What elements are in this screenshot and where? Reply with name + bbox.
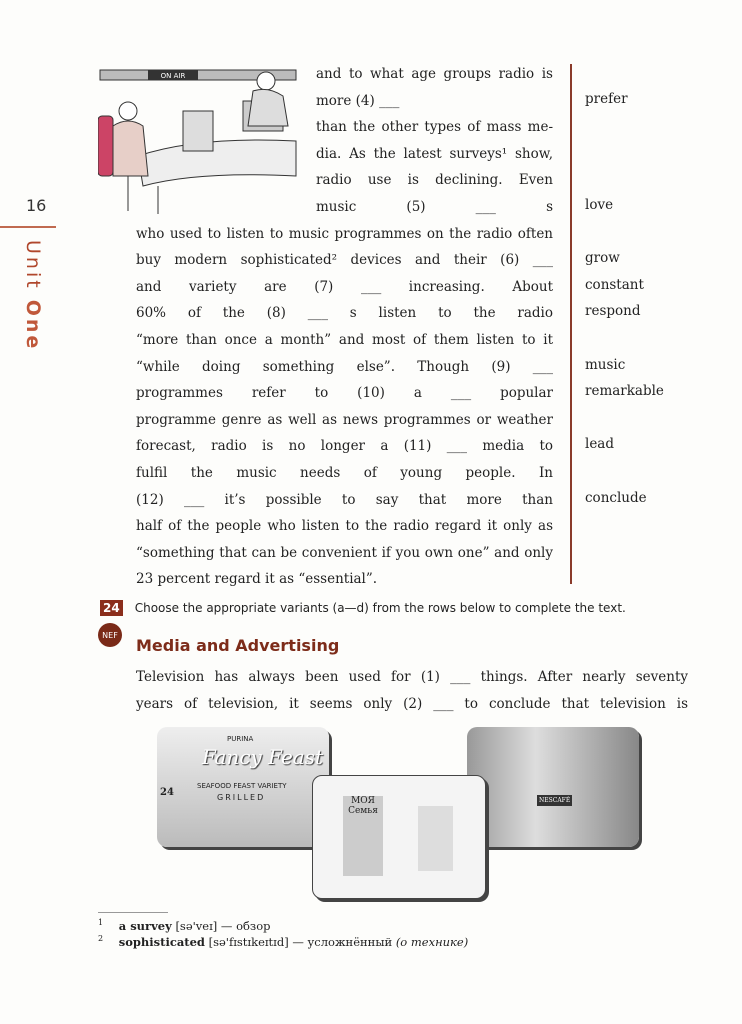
passage-line: than the other types of mass me-: [316, 119, 553, 136]
passage-line: music (5) ___ s: [316, 199, 553, 215]
task-number: 24: [100, 600, 123, 616]
word-bank-item: grow: [585, 250, 620, 267]
word-bank-item: respond: [585, 303, 641, 320]
page-number-rule: [0, 226, 56, 228]
footnote-ipa: [sə'veɪ]: [175, 918, 218, 933]
passage-line: forecast, radio is no longer a (11) ___ media to: [136, 438, 553, 455]
footnote-translation: — обзор: [220, 918, 271, 933]
passage-line: and to what age groups radio is: [316, 66, 553, 82]
passage-line: buy modern sophisticated² devices and their (6) ___: [136, 252, 553, 269]
footnote-term: sophisticated: [118, 934, 205, 949]
unit-label: [22, 240, 44, 351]
ad-sub: SEAFOOD FEAST VARIETY: [197, 782, 287, 790]
section-line: years of television, it seems only (2) ___ to conclude that television is: [136, 695, 688, 712]
unit-name: One: [22, 299, 44, 352]
juice-ad-photo: [312, 775, 486, 899]
passage-line: “more than once a month” and most of them listen to it: [136, 332, 553, 348]
footnote-number: 1: [98, 918, 104, 927]
passage-line: 23 percent regard it as “essential”.: [136, 571, 378, 588]
footnote-number: 2: [98, 934, 104, 943]
footnote-separator: [98, 912, 168, 913]
word-bank-item: lead: [585, 436, 614, 453]
unit-word: Unit: [22, 240, 44, 291]
radio-studio-illustration: [98, 66, 298, 216]
word-bank-item: remarkable: [585, 383, 664, 400]
passage-line: “something that can be convenient if you own one” and only: [136, 544, 553, 561]
footnote-translation: — усложнённый: [292, 934, 393, 949]
passage-line: dia. As the latest surveys¹ show,: [316, 145, 553, 162]
word-bank-item: prefer: [585, 90, 628, 107]
footnote: [98, 934, 468, 949]
on-air-sign: ON AIR: [160, 72, 186, 80]
task-24: [100, 600, 626, 616]
cat-food-ad-photo: [157, 727, 329, 847]
passage-line: and variety are (7) ___ increasing. About: [136, 278, 553, 295]
ad-count: 24: [160, 787, 174, 798]
word-bank-item: conclude: [585, 489, 647, 506]
page-number: 16: [26, 196, 47, 215]
ad-coffee-label: NESCAFÉ: [539, 797, 571, 804]
ad-cat-food-title: Fancy Feast: [202, 745, 324, 769]
passage-line: fulfil the music needs of young people. In: [136, 465, 553, 481]
passage-line: who used to listen to music programmes on the radio often: [136, 225, 553, 242]
coffee-ad-photo: [467, 727, 639, 847]
passage-line: programme genre as well as news programmes or weather: [136, 411, 553, 428]
section-line: Television has always been used for (1) ___ things. After nearly seventy: [136, 669, 688, 685]
passage-line: “while doing something else”. Though (9) ___: [136, 358, 553, 375]
column-divider: [570, 64, 572, 584]
ad-juice-label: МОЯ Семья: [343, 796, 383, 876]
passage-line: 60% of the (8) ___ s listen to the radio: [136, 305, 553, 322]
footnote-note: (о технике): [395, 934, 469, 949]
word-bank-item: music: [585, 356, 626, 373]
passage-line: programmes refer to (10) a ___ popular: [136, 385, 553, 402]
nef-badge-icon: NEF: [98, 623, 122, 647]
footnote-ipa: [sə'fɪstɪkeɪtɪd]: [208, 934, 289, 949]
ad-brand: PURINA: [227, 735, 254, 743]
passage-line: (12) ___ it’s possible to say that more than: [136, 491, 553, 508]
ad-grilled: GRILLED: [217, 793, 266, 802]
passage-line: more (4) ___: [316, 92, 400, 109]
task-instruction: Choose the appropriate variants (a—d) from the rows below to complete the text.: [134, 601, 626, 615]
passage-line: half of the people who listen to the radio regard it only as: [136, 518, 553, 535]
section-title: Media and Advertising: [136, 636, 340, 655]
word-bank-item: love: [585, 197, 614, 213]
footnote: [98, 918, 270, 933]
word-bank-item: constant: [585, 276, 644, 293]
footnote-term: a survey: [118, 918, 172, 933]
passage-line: radio use is declining. Even: [316, 172, 553, 189]
